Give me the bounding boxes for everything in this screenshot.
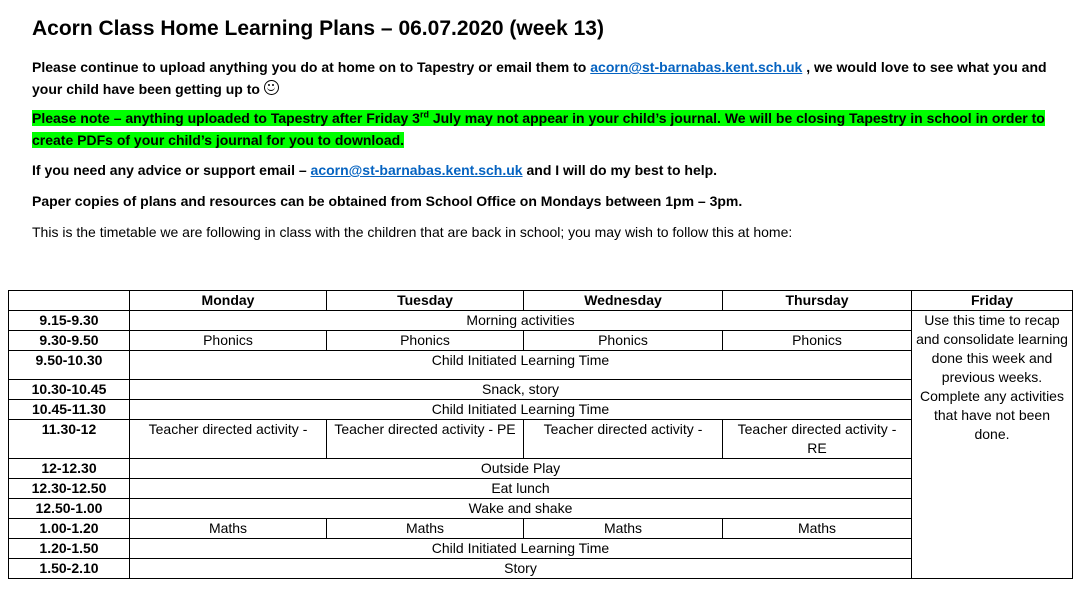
email-link-2[interactable]: acorn@st-barnabas.kent.sch.uk <box>310 162 523 178</box>
timetable-header-row <box>9 291 1073 311</box>
activity-cell: Maths <box>327 519 524 539</box>
activity-cell: Maths <box>524 519 723 539</box>
timetable-intro: This is the timetable we are following in class with the children that are back in school; you may wish to follow this at home: <box>32 224 793 240</box>
time-cell: 9.50-10.30 <box>9 351 130 380</box>
time-cell: 10.45-11.30 <box>9 400 130 420</box>
activity-cell: Teacher directed activity - <box>130 420 327 459</box>
note-text: Please note – anything uploaded to Tapestry after Friday 3 <box>32 110 420 126</box>
note-text-cont: July may not appear in your child’s journal. We will be closing Tapestry in school in order to create PDFs of your child’s journal for you to download. <box>32 110 1045 148</box>
time-cell: 12.50-1.00 <box>9 499 130 519</box>
activity-cell: Child Initiated Learning Time <box>130 351 912 380</box>
activity-cell: Phonics <box>130 331 327 351</box>
time-cell: 1.00-1.20 <box>9 519 130 539</box>
header-friday: Friday <box>912 291 1073 311</box>
time-cell: 1.50-2.10 <box>9 559 130 579</box>
time-cell: 9.30-9.50 <box>9 331 130 351</box>
smiley-icon <box>264 80 279 95</box>
header-time <box>9 291 130 311</box>
upload-text: Please continue to upload anything you do at home on to Tapestry or email them to <box>32 59 591 75</box>
activity-cell: Phonics <box>723 331 912 351</box>
header-tuesday: Tuesday <box>327 291 524 311</box>
activity-cell: Maths <box>723 519 912 539</box>
activity-cell: Maths <box>130 519 327 539</box>
time-cell: 12-12.30 <box>9 459 130 479</box>
activity-cell: Morning activities <box>130 311 912 331</box>
activity-cell: Teacher directed activity - RE <box>723 420 912 459</box>
document-body <box>32 14 1062 243</box>
activity-cell: Phonics <box>524 331 723 351</box>
activity-cell: Phonics <box>327 331 524 351</box>
table-row <box>9 311 1073 331</box>
activity-cell: Teacher directed activity - <box>524 420 723 459</box>
paper-copies-paragraph: Paper copies of plans and resources can be obtained from School Office on Mondays between 1pm – 3pm. <box>32 193 743 209</box>
email-link-1[interactable]: acorn@st-barnabas.kent.sch.uk <box>590 59 803 75</box>
timetable <box>8 290 1073 579</box>
friday-note: Use this time to recap and consolidate learning done this week and previous weeks. Complete any activities that have not been done. <box>912 311 1073 579</box>
support-text-cont: and I will do my best to help. <box>522 162 718 178</box>
header-wednesday: Wednesday <box>524 291 723 311</box>
upload-text-cont: , we would love to see what you and your child have been getting up to <box>32 59 1047 97</box>
time-cell: 10.30-10.45 <box>9 380 130 400</box>
support-paragraph <box>32 159 1062 181</box>
time-cell: 9.15-9.30 <box>9 311 130 331</box>
note-paragraph <box>32 107 1062 151</box>
activity-cell: Eat lunch <box>130 479 912 499</box>
header-monday: Monday <box>130 291 327 311</box>
support-text: If you need any advice or support email – <box>32 162 311 178</box>
activity-cell: Teacher directed activity - PE <box>327 420 524 459</box>
time-cell: 11.30-12 <box>9 420 130 459</box>
note-superscript: rd <box>419 109 429 120</box>
activity-cell: Story <box>130 559 912 579</box>
activity-cell: Snack, story <box>130 380 912 400</box>
time-cell: 12.30-12.50 <box>9 479 130 499</box>
activity-cell: Wake and shake <box>130 499 912 519</box>
activity-cell: Outside Play <box>130 459 912 479</box>
page-title: Acorn Class Home Learning Plans – 06.07.2020 (week 13) <box>32 17 604 40</box>
highlighted-note <box>32 110 1045 148</box>
header-thursday: Thursday <box>723 291 912 311</box>
activity-cell: Child Initiated Learning Time <box>130 539 912 559</box>
activity-cell: Child Initiated Learning Time <box>130 400 912 420</box>
upload-paragraph <box>32 56 1062 100</box>
time-cell: 1.20-1.50 <box>9 539 130 559</box>
